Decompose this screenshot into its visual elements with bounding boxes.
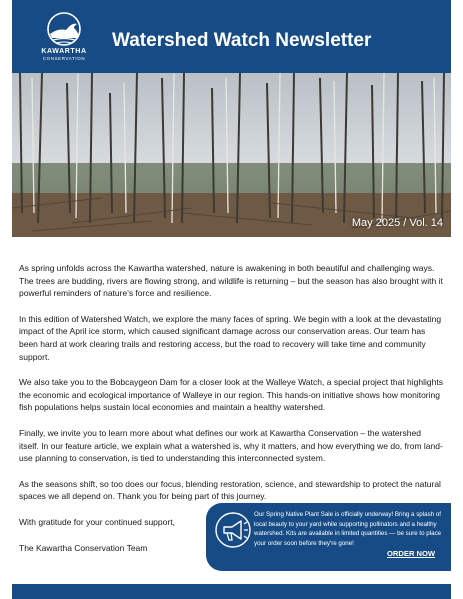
intro-paragraph: Finally, we invite you to learn more about what defines our work at Kawartha Conservation – the watershed itself. In our feature article, we explain what a watershed is, why it matters, and how everything we do, from land-use planning to conservation, is tied to understanding this interconnected system. (19, 427, 443, 464)
footer-bar (12, 584, 451, 599)
order-now-link[interactable]: ORDER NOW (387, 549, 436, 558)
closing-line: With gratitude for your continued support, (19, 516, 175, 527)
promo-text: Our Spring Native Plant Sale is officially underway! Bring a splash of local beauty to your yard while supporting pollinators and a healthy watershed. Kits are available in limited quantities — be sure to place your order soon before they're gone! (254, 511, 442, 547)
intro-paragraph: We also take you to the Bobcaygeon Dam for a closer look at the Walleye Watch, a special project that highlights the economic and ecological importance of Walleye in our region. This hands-on initiative shows how monitoring fish populations helps sustain local economies and maintain a healthy watershed. (19, 377, 443, 413)
signature: The Kawartha Conservation Team (19, 542, 148, 553)
intro-paragraph: As the seasons shift, so too does our focus, blending restoration, science, and stewardship to protect the natural spaces we all depend on. Thank you for being part of this journey. (19, 478, 441, 502)
kawartha-logo[interactable] (30, 12, 98, 64)
intro-paragraph: In this edition of Watershed Watch, we explore the many faces of spring. We begin with a look at the devastating impact of the April ice storm, which caused significant damage across our conservation areas. Our team has been hard at work clearing trails and restoring access, but the road to recovery will take time and community support. (19, 313, 442, 362)
plant-sale-promo (206, 503, 451, 571)
newsletter-title: Watershed Watch Newsletter (112, 30, 372, 51)
logo-subtitle: CONSERVATION (42, 56, 86, 61)
newsletter-header (12, 0, 451, 73)
logo-name: KAWARTHA (41, 48, 87, 55)
issue-label: May 2025 / Vol. 14 (351, 217, 443, 229)
hero-image (12, 73, 451, 237)
loon-icon (44, 12, 84, 46)
intro-paragraph: As spring unfolds across the Kawartha watershed, nature is awakening in both beautiful and challenging ways. The trees are budding, rivers are flowing strong, and wildlife is returning – but the season has also brought with it powerful reminders of nature's force and resilience. (19, 263, 443, 299)
megaphone-icon (214, 511, 252, 549)
